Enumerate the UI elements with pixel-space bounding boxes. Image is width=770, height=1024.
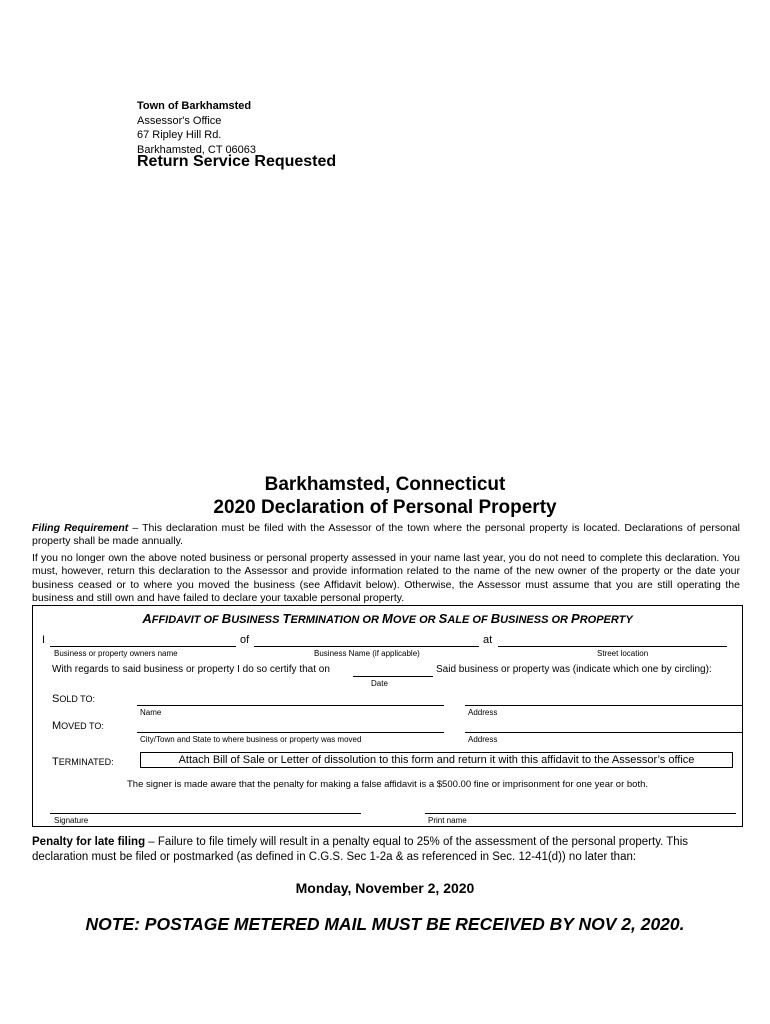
document-title-line2: 2020 Declaration of Personal Property	[213, 497, 557, 518]
affidavit-title-cap: P	[571, 611, 580, 626]
owner-name-field[interactable]	[50, 646, 236, 647]
filing-requirement-text: – This declaration must be filed with the Assessor of the town where the personal property is located. Declarations of personal property shall be made annually.	[32, 522, 740, 548]
print-name-caption: Print name	[428, 816, 467, 825]
postage-note: NOTE: POSTAGE METERED MAIL MUST BE RECEIVED BY NOV 2, 2020.	[85, 914, 685, 934]
filing-requirement-label: Filing Requirement	[32, 522, 129, 534]
moved-to-cap: M	[52, 720, 62, 732]
certify-tail: Said business or property was (indicate which one by circling):	[436, 664, 712, 675]
moved-to-rest: OVED TO:	[61, 721, 104, 731]
at-label: at	[483, 634, 493, 646]
affidavit-title-cap: B	[490, 611, 501, 626]
sold-to-label	[52, 693, 95, 705]
address-caption-2: Address	[468, 735, 498, 744]
affidavit-title-cap: T	[282, 611, 291, 626]
street-location-caption: Street location	[597, 649, 649, 658]
sender-town: Town of Barkhamsted	[137, 100, 252, 112]
address-caption: Address	[468, 708, 498, 717]
moved-to-address-field[interactable]	[465, 732, 742, 733]
i-label: I	[42, 634, 46, 646]
terminated-label	[52, 756, 114, 768]
owner-name-caption: Business or property owners name	[54, 649, 178, 658]
affidavit-title-rest: ERMINATION OR	[290, 614, 382, 626]
affidavit-title-cap: M	[381, 611, 393, 626]
sender-office: Assessor's Office	[137, 114, 222, 127]
signature-field[interactable]	[50, 813, 361, 814]
sold-to-name-field[interactable]	[137, 705, 444, 706]
business-name-field[interactable]	[254, 646, 479, 647]
affidavit-title-rest: USINESS	[231, 614, 283, 626]
name-caption: Name	[140, 708, 162, 717]
affidavit-title-rest: ALE OF	[447, 614, 491, 626]
affidavit-title-cap: A	[142, 611, 152, 626]
moved-to-label	[52, 720, 104, 732]
street-location-field[interactable]	[498, 646, 727, 647]
signature-caption: Signature	[54, 816, 89, 825]
terminated-cap: T	[52, 756, 59, 768]
certify-text: With regards to said business or property I do so certify that on	[52, 664, 330, 675]
affidavit-box	[32, 605, 743, 827]
false-affidavit-penalty: The signer is made aware that the penalty for making a false affidavit is a $500.00 fine or imprisonment for one year or both.	[126, 779, 649, 790]
sender-city: Barkhamsted, CT 06063	[137, 143, 257, 156]
attach-instructions: Attach Bill of Sale or Letter of dissolution to this form and return it with this affidavit to the Assessor’s office	[140, 752, 733, 768]
sold-to-cap: S	[52, 693, 60, 705]
deadline-date: Monday, November 2, 2020	[295, 880, 475, 896]
moved-to-city-field[interactable]	[137, 732, 444, 733]
sold-to-address-field[interactable]	[465, 705, 742, 706]
date-caption: Date	[371, 679, 388, 688]
sender-street: 67 Ripley Hill Rd.	[137, 129, 222, 141]
affidavit-title-rest: ROPERTY	[579, 614, 633, 626]
return-service-requested: Return Service Requested	[137, 153, 337, 170]
late-filing-text: – Failure to file timely will result in a penalty equal to 25% of the assessment of the personal property. This declaration must be filed or postmarked (as defined in C.G.S. Sec 1-2a & as referenced in Sec. 12-41(d)) no later than:	[32, 836, 689, 863]
affidavit-title	[32, 611, 743, 626]
business-name-caption: Business Name (if applicable)	[314, 649, 420, 658]
late-filing-label: Penalty for late filing	[32, 836, 146, 848]
filing-requirement	[32, 522, 740, 549]
no-longer-own-paragraph: If you no longer own the above noted business or personal property assessed in your name last year, you do not need to complete this declaration. You must, however, return this declaration to the Assessor and provide information related to the name of the new owner of the property or the date your business ceased or to where you moved the business (see Affidavit below). Otherwise, the Assessor must assume that you are still operating the business and still own and have failed to declare your taxable personal property.	[32, 552, 740, 605]
affidavit-title-rest: OVE OR	[392, 614, 439, 626]
terminated-rest: ERMINATED:	[58, 757, 114, 767]
sold-to-rest: OLD TO:	[59, 694, 96, 704]
city-town-caption: City/Town and State to where business or property was moved	[140, 735, 362, 744]
document-title-line1: Barkhamsted, Connecticut	[264, 474, 506, 495]
date-field[interactable]	[353, 676, 433, 677]
print-name-field[interactable]	[425, 813, 736, 814]
affidavit-title-rest: FFIDAVIT OF	[151, 614, 222, 626]
sender-address	[137, 99, 256, 157]
affidavit-title-cap: S	[438, 611, 448, 626]
affidavit-title-text	[142, 611, 633, 626]
affidavit-title-rest: USINESS OR	[500, 614, 572, 626]
of-label: of	[240, 634, 250, 646]
affidavit-title-cap: B	[221, 611, 232, 626]
late-filing-paragraph	[32, 835, 742, 865]
